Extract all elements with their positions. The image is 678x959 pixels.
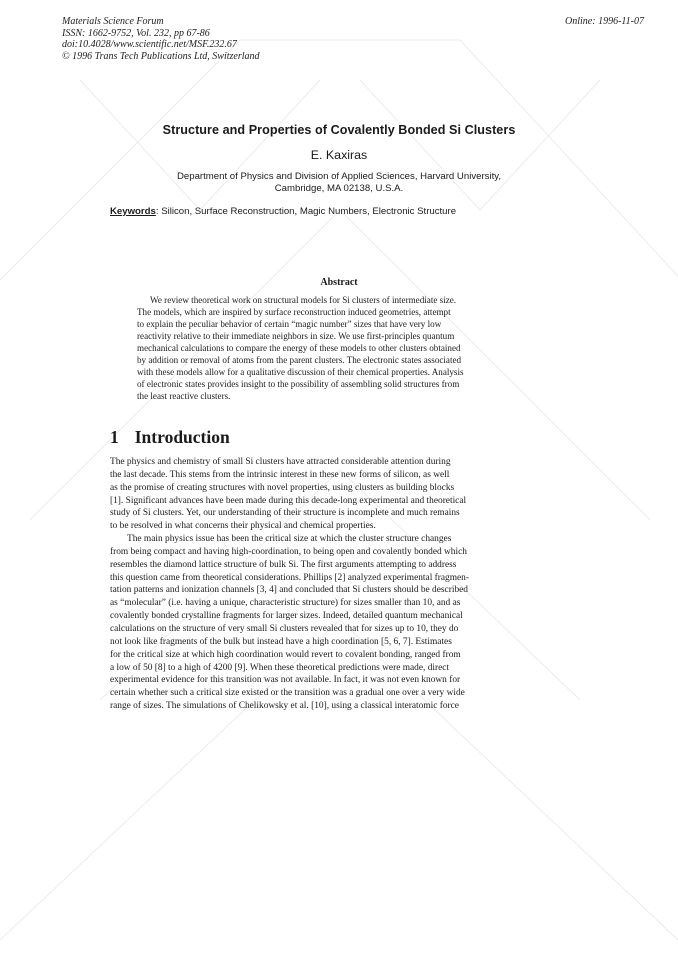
body-line: certain whether such a critical size existed or the transition was a gradual one over a very wide: [110, 688, 465, 699]
body-line: The main physics issue has been the critical size at which the cluster structure changes: [127, 534, 452, 545]
author-affiliation: [0, 171, 678, 195]
introduction-body: [110, 456, 469, 713]
body-line: tation patterns and ionization channels [3, 4] and concluded that Si clusters should be described: [110, 585, 468, 596]
publication-meta: [62, 16, 260, 62]
body-line: from being compact and having high-coordination, to being open and covalently bonded which: [110, 546, 467, 557]
body-line: calculations on the structure of very small Si clusters revealed that for sizes up to 10, they do: [110, 623, 459, 634]
abstract-line: to explain the peculiar behavior of certain “magic number” sizes that have very low: [137, 318, 442, 329]
body-line: to be resolved in what concerns their physical and chemical properties.: [110, 521, 376, 532]
abstract-line: reactivity relative to their immediate neighbors in size. We use first-principles quantum: [137, 330, 455, 341]
abstract-line: with these models allow for a qualitative discussion of their chemical properties. Analysis: [137, 366, 464, 377]
keywords-list: : Silicon, Surface Reconstruction, Magic Numbers, Electronic Structure: [155, 206, 457, 217]
body-line: resembles the diamond lattice structure of bulk Si. The first arguments attempting to address: [110, 559, 457, 570]
issn-line: ISSN: 1662-9752, Vol. 232, pp 67-86: [62, 27, 210, 39]
paper-title: Structure and Properties of Covalently Bonded Si Clusters: [162, 123, 516, 137]
abstract-line: of electronic states provides insight to the possibility of assembling solid structures from: [137, 378, 460, 389]
body-line: as “molecular” (i.e. having a unique, characteristic structure) for sizes smaller than 10, and as: [110, 598, 461, 609]
online-date: Online: 1996-11-07: [565, 16, 644, 27]
section-heading-introduction: [110, 427, 230, 448]
body-line: the last decade. This stems from the intrinsic interest in these new forms of silicon, as well: [110, 469, 450, 480]
body-line: [1]. Significant advances have been made during this decade-long experimental and theoretical: [110, 495, 467, 506]
body-line: range of sizes. The simulations of Chelikowsky et al. [10], using a classical interatomic force: [110, 701, 459, 712]
affiliation-line: Department of Physics and Division of Applied Sciences, Harvard University,: [176, 171, 502, 182]
abstract-line: the least reactive clusters.: [137, 390, 231, 401]
keywords-label: Keywords: [110, 206, 156, 217]
body-line: not look like fragments of the bulk but instead have a high coordination [5, 6, 7]. Estimates: [110, 636, 452, 647]
abstract-line: We review theoretical work on structural models for Si clusters of intermediate size.: [150, 295, 457, 305]
body-line: experimental evidence for this transition was not available. In fact, it was not even known for: [110, 675, 461, 686]
body-line: as the promise of creating structures with novel properties, using clusters as building blocks: [110, 482, 455, 493]
body-line: study of Si clusters. Yet, our understanding of their structure is incomplete and much remains: [110, 508, 460, 519]
journal-name: Materials Science Forum: [62, 16, 164, 27]
section-title: Introduction: [134, 427, 230, 447]
keywords: [110, 206, 456, 217]
doi-line: doi:10.4028/www.scientific.net/MSF.232.67: [62, 39, 237, 51]
copyright-line: © 1996 Trans Tech Publications Ltd, Switzerland: [62, 50, 260, 62]
abstract-line: by addition or removal of atoms from the parent clusters. The electronic states associated: [137, 354, 462, 365]
abstract-body: [137, 295, 464, 403]
section-number: 1: [110, 427, 119, 447]
body-line: a low of 50 [8] to a high of 4200 [9]. When these theoretical predictions were made, direct: [110, 662, 450, 673]
paper-author: E. Kaxiras: [310, 148, 368, 162]
abstract-line: mechanical calculations to compare the energy of these models to other clusters obtained: [137, 342, 461, 353]
body-line: for the critical size at which high coordination would revert to covalent bonding, ranged from: [110, 649, 461, 660]
body-line: The physics and chemistry of small Si clusters have attracted considerable attention during: [110, 457, 451, 467]
affiliation-line: Cambridge, MA 02138, U.S.A.: [274, 183, 404, 194]
body-line: covalently bonded crystalline fragments for larger sizes. Indeed, detailed quantum mechanical: [110, 611, 463, 622]
abstract-heading: Abstract: [320, 277, 358, 288]
body-line: this question came from theoretical considerations. Phillips [2] analyzed experimental fragmen-: [110, 572, 469, 583]
abstract-line: The models, which are inspired by surface reconstruction induced geometries, attempt: [137, 306, 451, 317]
